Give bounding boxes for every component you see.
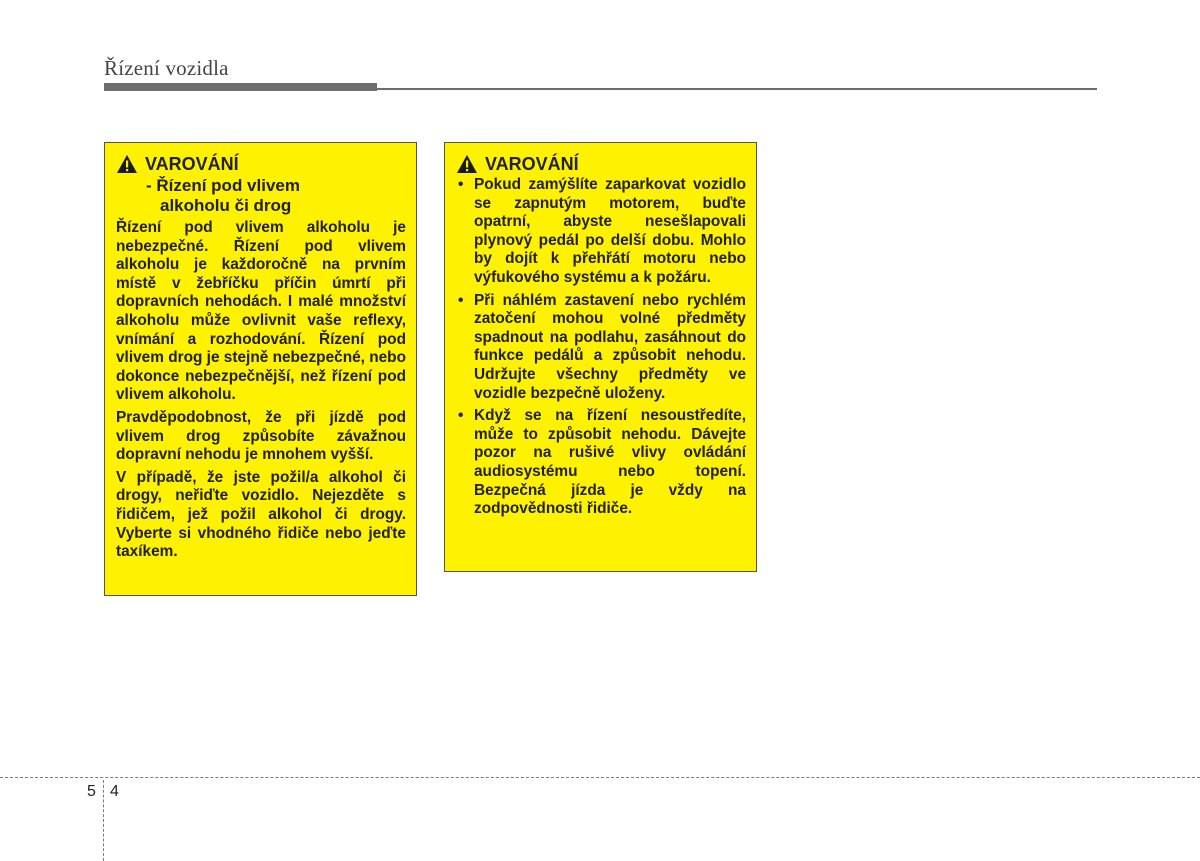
chapter-title: Řízení vozidla: [104, 56, 229, 80]
warning-heading-text: VAROVÁNÍ: [145, 154, 239, 174]
warning-box-driving-safety: [444, 142, 757, 572]
warning-heading: [116, 153, 406, 175]
warning-paragraph: Pravděpodobnost, že při jízdě pod vlivem drog způsobíte závažnou dopravní nehodu je mnohem vyšší.: [116, 408, 406, 464]
warning-triangle-icon: [116, 154, 138, 174]
warning-heading-text: VAROVÁNÍ: [485, 154, 579, 174]
footer-vertical-dashed-rule: [103, 780, 104, 861]
warning-subtitle: [116, 176, 406, 216]
warning-bullet-item: • Pokud zamýšlíte zaparkovat vozidlo se zapnutým motorem, buďte opatrní, abyste nesešlapovali plynový pedál po delší dobu. Mohlo by dojít k přehřátí motoru nebo výfukového systému a k požáru.: [456, 176, 746, 288]
warning-triangle-icon: [456, 154, 478, 174]
warning-bullet-item: • Když se na řízení nesoustředíte, může to způsobit nehodu. Dávejte pozor na rušivé vlivy ovládání audiosystému nebo topení. Bezpečná jízda je vždy na zodpovědnosti řidiče.: [456, 407, 746, 519]
warning-heading: [456, 153, 746, 175]
warning-bullet-list: [456, 176, 746, 519]
warning-paragraph: V případě, že jste požil/a alkohol či drogy, neřiďte vozidlo. Nejezděte s řidičem, jež požil alkohol či drogy. Vyberte si vhodného řidiče nebo jeďte taxíkem.: [116, 468, 406, 561]
footer-dashed-rule: [0, 777, 1200, 778]
page-number: 4: [110, 783, 119, 800]
page-section-number: 5: [87, 783, 96, 800]
header-rule-thick: [104, 83, 377, 91]
warning-subtitle-line: alkoholu či drog: [160, 196, 292, 215]
header-rule-thin: [377, 88, 1097, 90]
warning-box-alcohol-drugs: [104, 142, 417, 596]
warning-subtitle-line: - Řízení pod vlivem: [146, 176, 300, 195]
warning-bullet-item: • Při náhlém zastavení nebo rychlém zatočení mohou volné předměty spadnout na podlahu, zasáhnout do funkce pedálů a způsobit nehodu. Udržujte všechny předměty ve vozidle bezpečně uloženy.: [456, 292, 746, 404]
warning-paragraph: Řízení pod vlivem alkoholu je nebezpečné. Řízení pod vlivem alkoholu je každoročně na prvním místě v žebříčku příčin úmrtí při dopravních nehodách. I malé množství alkoholu může ovlivnit vaše reflexy, vnímání a rozhodování. Řízení pod vlivem drog je stejně nebezpečné, nebo dokonce nebezpečnější, než řízení pod vlivem alkoholu.: [116, 219, 406, 404]
